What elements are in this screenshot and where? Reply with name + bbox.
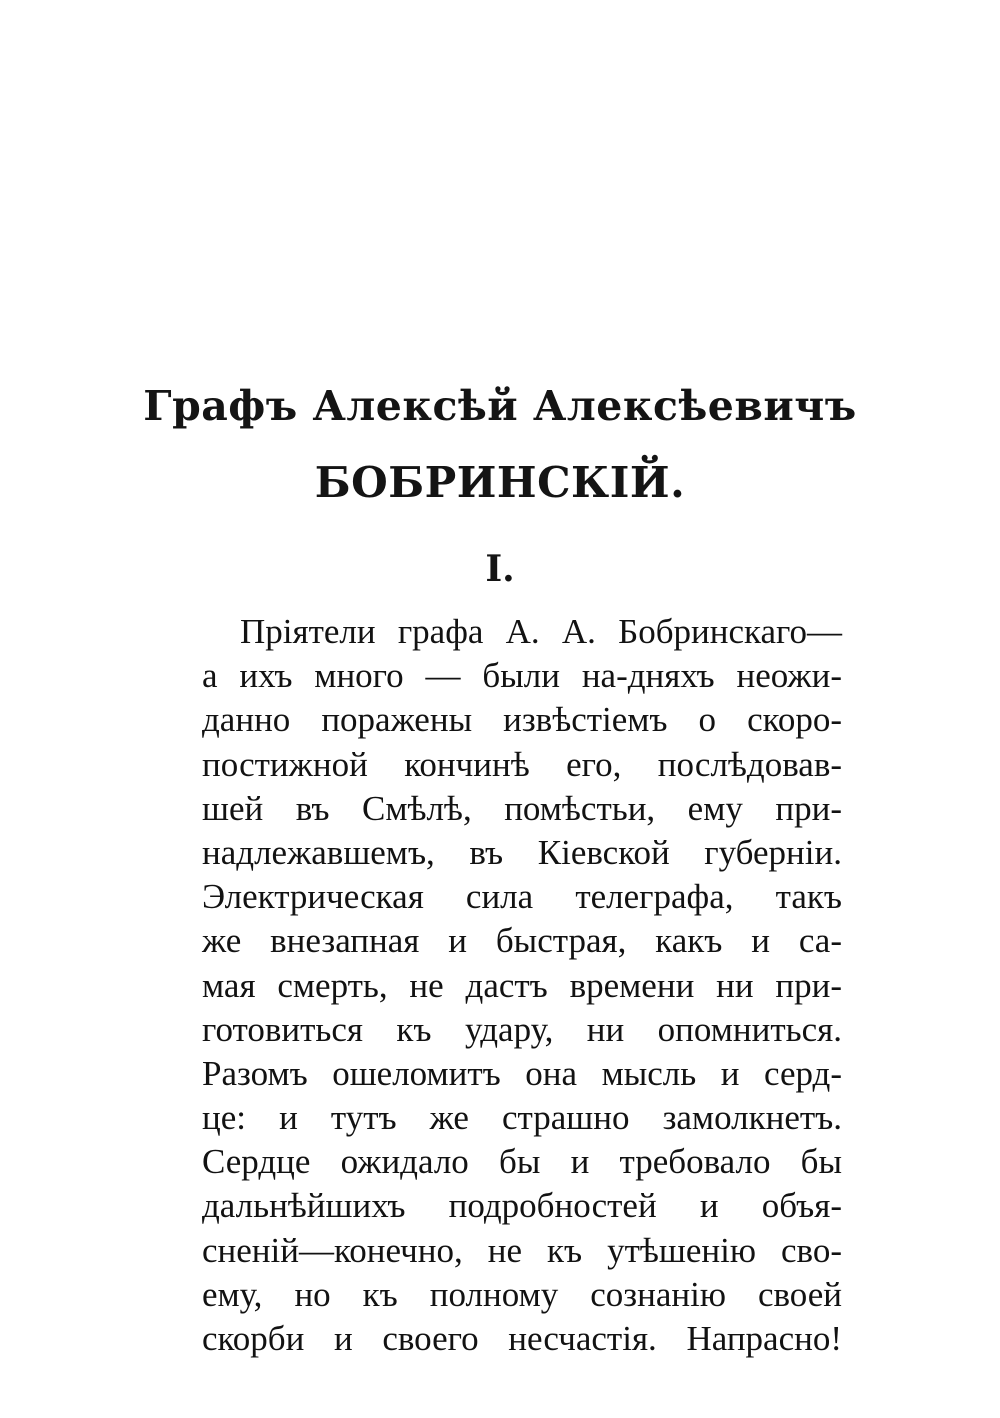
body-line: сненій—конечно, не къ утѣшенію сво-: [202, 1230, 842, 1270]
body-line: постижной кончинѣ его, послѣдовав-: [202, 744, 842, 784]
heading-name-line: Графъ Алексѣй Алексѣевичъ: [143, 382, 857, 430]
body-line: же внезапная и быстрая, какъ и са-: [202, 921, 842, 961]
body-line: надлежавшемъ, въ Кіевской губерніи.: [202, 832, 842, 872]
body-line: скорби и своего несчастія. Напрасно!: [202, 1319, 842, 1358]
body-line: данно поражены извѣстіемъ о скоро-: [202, 700, 842, 740]
body-line: Электрическая сила телеграфа, такъ: [202, 877, 842, 917]
chapter-number: I.: [485, 548, 515, 590]
body-line: Разомъ ошеломитъ она мысль и серд-: [202, 1053, 842, 1093]
body-line: ему, но къ полному сознанію своей: [202, 1274, 842, 1314]
body-line: Сердце ожидало бы и требовало бы: [202, 1142, 842, 1182]
body-line: дальнѣйшихъ подробностей и объя-: [202, 1186, 842, 1226]
body-paragraph: [202, 610, 842, 1361]
heading-surname-line: БОБРИНСКІЙ.: [314, 458, 686, 507]
body-line: готовиться къ удару, ни опомниться.: [202, 1009, 842, 1049]
body-line: мая смерть, не дастъ времени ни при-: [202, 965, 842, 1005]
body-line: це: и тутъ же страшно замолкнетъ.: [202, 1098, 842, 1138]
body-line: а ихъ много — были на-дняхъ неожи-: [202, 656, 842, 696]
body-line: шей въ Смѣлѣ, помѣстьи, ему при-: [202, 788, 842, 828]
body-line: Пріятели графа А. А. Бобринскаго—: [240, 612, 842, 651]
